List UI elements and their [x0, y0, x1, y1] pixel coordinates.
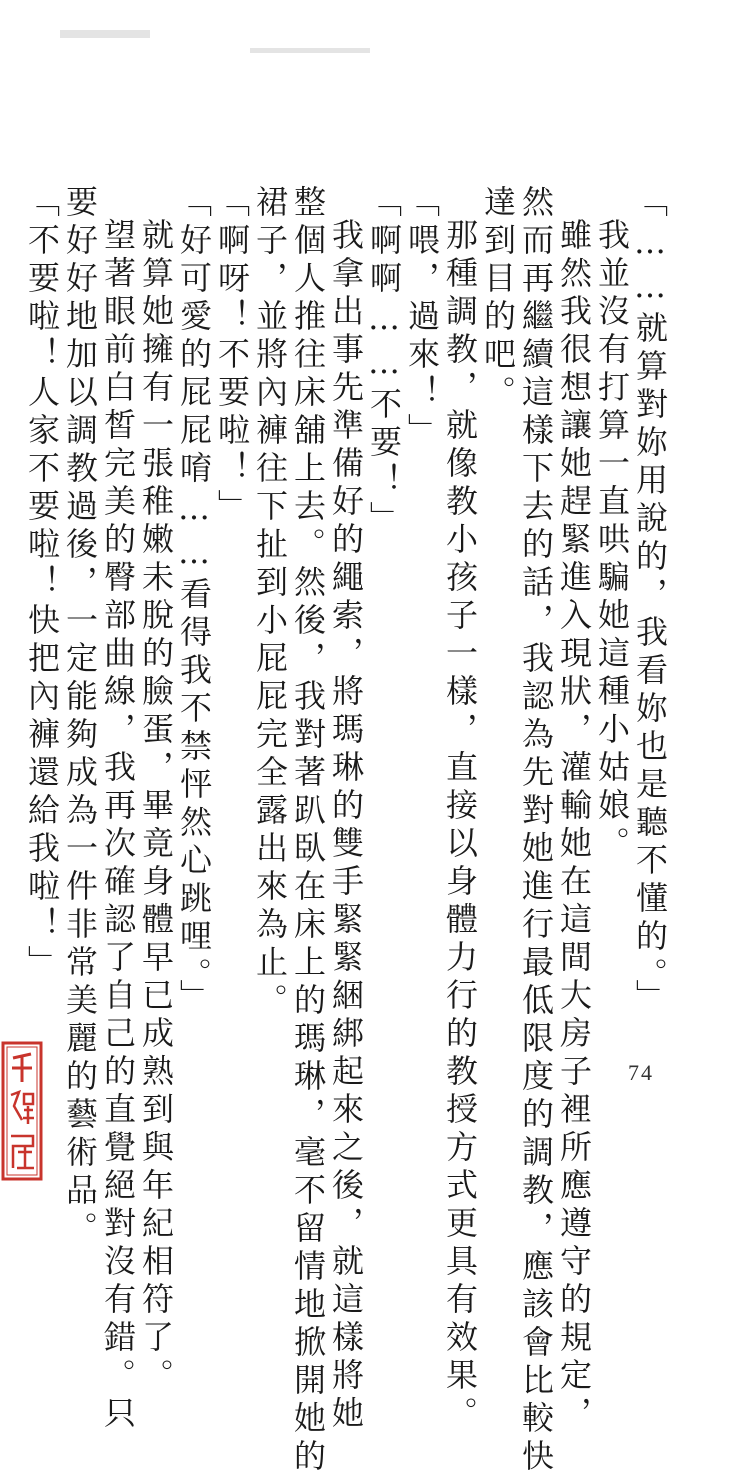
- text-column: 就算她擁有一張稚嫩未脫的臉蛋，畢竟身體早已成熟到與年紀相符了。: [137, 218, 175, 1396]
- text-column: 然而再繼續這樣下去的話，我認為先對她進行最低限度的調教，應該會比較快: [517, 185, 555, 1477]
- scan-smudge: [250, 48, 370, 53]
- text-column: 「……就算對妳用說的，我看妳也是聽不懂的。」: [631, 185, 669, 1017]
- text-column: 「喂，過來！」: [403, 185, 441, 451]
- text-column: 整個人推往床舖上去。然後，我對著趴臥在床上的瑪琳，毫不留情地掀開她的: [289, 185, 327, 1477]
- text-column: 「好可愛的屁屁唷……看得我不禁怦然心跳哩。」: [175, 185, 213, 1017]
- text-column: 達到目的吧。: [479, 185, 517, 413]
- text-column: 雖然我很想讓她趕緊進入現狀，灌輸她在這間大房子裡所應遵守的規定，: [555, 218, 593, 1434]
- text-column: 那種調教，就像教小孩子一樣，直接以身體力行的教授方式更具有效果。: [441, 218, 479, 1434]
- text-column: 要好好地加以調教過後，一定能夠成為一件非常美麗的藝術品。: [61, 185, 99, 1249]
- scan-smudge: [60, 30, 150, 38]
- text-column: 我拿出事先準備好的繩索，將瑪琳的雙手緊緊綑綁起來之後，就這樣將她: [327, 218, 365, 1434]
- text-column: 「不要啦！人家不要啦！快把內褲還給我啦！」: [23, 185, 61, 983]
- text-column: 望著眼前白皙完美的臀部曲線，我再次確認了自己的直覺絕對沒有錯。只: [99, 218, 137, 1434]
- text-column: 「啊啊……不要！」: [365, 185, 403, 539]
- text-column: 「啊呀！不要啦！」: [213, 185, 251, 527]
- text-column: 我並沒有打算一直哄騙她這種小姑娘。: [593, 218, 631, 864]
- text-column: 裙子，並將內褲往下扯到小屁屁完全露出來為止。: [251, 185, 289, 1021]
- publisher-seal-icon: [0, 1040, 44, 1182]
- page-number: 74: [628, 1060, 654, 1085]
